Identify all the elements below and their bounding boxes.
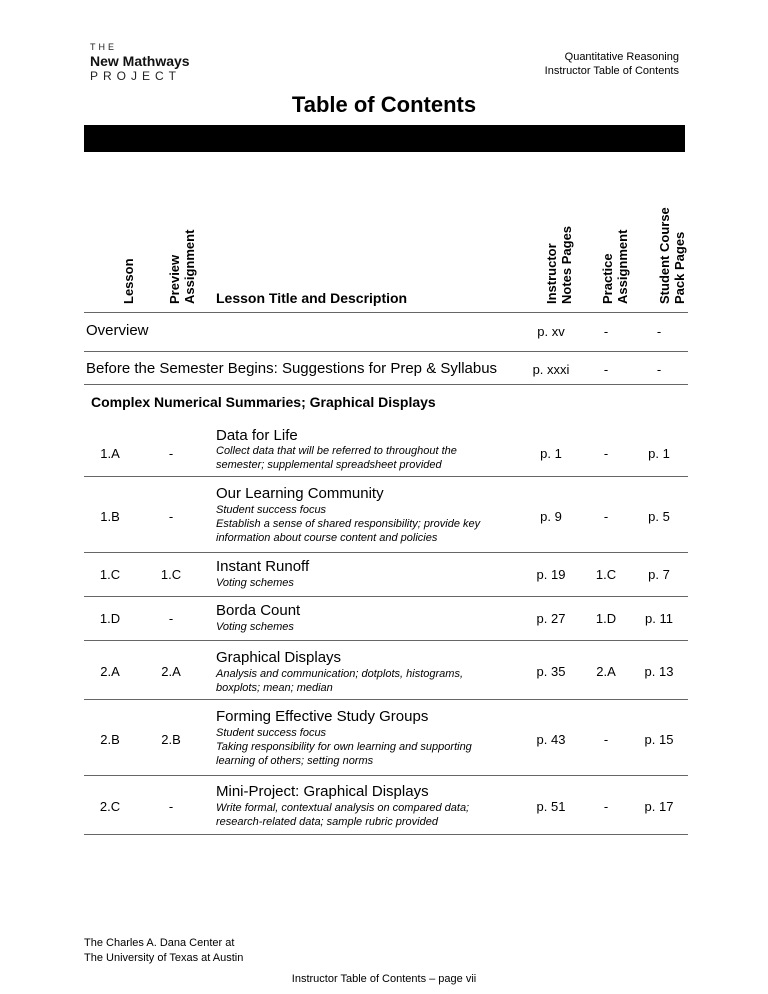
desc-line: Student success focus xyxy=(216,504,327,516)
row-notes: p. 1 xyxy=(540,446,562,461)
row-divider xyxy=(84,596,688,597)
row-practice: - xyxy=(603,509,609,524)
col-lesson-label: Lesson xyxy=(121,258,136,304)
row-notes: p. 35 xyxy=(536,664,566,679)
col-preview-label-2: Assignment xyxy=(182,229,197,304)
row-title: Borda Count xyxy=(216,602,301,619)
row-lesson: 1.A xyxy=(100,446,120,461)
row-lesson: 2.B xyxy=(100,732,120,747)
row-divider xyxy=(84,834,688,835)
col-preview-label-1: Preview xyxy=(167,254,182,304)
row-lesson: 1.B xyxy=(100,509,120,524)
row-lesson: 2.C xyxy=(99,799,121,814)
row-practice: - xyxy=(603,324,609,339)
row-preview: - xyxy=(168,509,174,524)
row-notes: p. 27 xyxy=(536,611,566,626)
row-title: Forming Effective Study Groups xyxy=(216,708,429,725)
desc-line: learning of others; setting norms xyxy=(216,755,374,767)
row-title: Data for Life xyxy=(216,427,298,444)
row-desc xyxy=(216,576,294,590)
row-divider xyxy=(84,699,688,700)
footer-org-line: The University of Texas at Austin xyxy=(84,952,244,964)
col-preview-header xyxy=(148,134,197,304)
desc-line: Collect data that will be referred to throughout the xyxy=(216,445,457,457)
desc-line: Establish a sense of shared responsibility; provide key xyxy=(216,518,481,530)
row-notes: p. xv xyxy=(537,324,565,339)
desc-line: Write formal, contextual analysis on compared data; xyxy=(216,802,470,814)
row-divider xyxy=(84,351,688,352)
row-divider xyxy=(84,775,688,776)
desc-line: Voting schemes xyxy=(216,621,294,633)
row-preview: 2.A xyxy=(161,664,181,679)
page-title: Table of Contents xyxy=(291,92,477,117)
row-divider xyxy=(84,640,688,641)
row-desc xyxy=(216,444,457,472)
row-preview: 2.B xyxy=(161,732,181,747)
row-title: Before the Semester Begins: Suggestions for Prep & Syllabus xyxy=(86,360,498,377)
logo-project: PROJECT xyxy=(90,69,182,83)
row-desc xyxy=(216,667,463,695)
row-title: Instant Runoff xyxy=(216,558,310,575)
section-heading: Complex Numerical Summaries; Graphical Displays xyxy=(91,394,436,410)
col-pack-label-1: Student Course xyxy=(657,207,672,304)
row-pack: p. 7 xyxy=(648,567,670,582)
row-preview: - xyxy=(168,611,174,626)
row-title: Mini-Project: Graphical Displays xyxy=(216,783,429,800)
row-divider xyxy=(84,476,688,477)
col-practice-label-1: Practice xyxy=(600,253,615,304)
desc-line: research-related data; sample rubric provided xyxy=(216,816,438,828)
row-notes: p. 9 xyxy=(540,509,562,524)
row-practice: - xyxy=(603,799,609,814)
row-pack: p. 15 xyxy=(644,732,674,747)
row-title: Overview xyxy=(86,322,149,339)
row-practice: - xyxy=(603,446,609,461)
row-desc xyxy=(216,620,294,634)
row-divider xyxy=(84,552,688,553)
desc-line: semester; supplemental spreadsheet provided xyxy=(216,459,442,471)
desc-line: Taking responsibility for own learning and supporting xyxy=(216,741,472,753)
row-lesson: 1.D xyxy=(99,611,121,626)
row-pack: p. 13 xyxy=(644,664,674,679)
row-title: Our Learning Community xyxy=(216,485,384,502)
footer-org-line: The Charles A. Dana Center at xyxy=(84,937,235,949)
footer-organization xyxy=(84,936,243,966)
header-divider xyxy=(84,312,688,313)
col-notes-label-2: Notes Pages xyxy=(559,225,574,304)
row-preview: - xyxy=(168,446,174,461)
row-notes: p. 51 xyxy=(536,799,566,814)
project-logo xyxy=(90,43,190,82)
desc-line: boxplots; mean; median xyxy=(216,682,333,694)
row-lesson: 1.C xyxy=(99,567,121,582)
row-pack: - xyxy=(656,324,662,339)
col-pack-header xyxy=(638,134,687,304)
row-practice: - xyxy=(603,362,609,377)
row-pack: - xyxy=(656,362,662,377)
desc-line: Student success focus xyxy=(216,727,327,739)
row-divider xyxy=(84,384,688,385)
row-practice: 1.C xyxy=(595,567,617,582)
row-pack: p. 5 xyxy=(648,509,670,524)
row-practice: - xyxy=(603,732,609,747)
row-title: Graphical Displays xyxy=(216,649,342,666)
row-practice: 1.D xyxy=(595,611,617,626)
row-desc xyxy=(216,503,480,545)
col-title-header: Lesson Title and Description xyxy=(216,290,408,306)
desc-line: Voting schemes xyxy=(216,577,294,589)
desc-line: Analysis and communication; dotplots, histograms, xyxy=(216,668,464,680)
footer-page-label: Instructor Table of Contents – page vii xyxy=(291,973,477,985)
row-lesson: 2.A xyxy=(100,664,120,679)
col-notes-label-1: Instructor xyxy=(544,243,559,304)
row-pack: p. 17 xyxy=(644,799,674,814)
running-header xyxy=(545,50,679,78)
row-notes: p. 43 xyxy=(536,732,566,747)
col-lesson-header xyxy=(95,134,135,304)
col-practice-label-2: Assignment xyxy=(615,229,630,304)
row-desc xyxy=(216,801,469,829)
row-pack: p. 11 xyxy=(645,611,673,626)
logo-the: THE xyxy=(90,42,117,52)
col-practice-header xyxy=(581,134,630,304)
row-preview: - xyxy=(168,799,174,814)
row-notes: p. xxxi xyxy=(532,362,570,377)
logo-name: New Mathways xyxy=(90,53,190,69)
row-notes: p. 19 xyxy=(536,567,566,582)
row-practice: 2.A xyxy=(596,664,616,679)
course-name: Quantitative Reasoning xyxy=(564,51,679,63)
desc-line: information about course content and policies xyxy=(216,532,438,544)
row-preview: 1.C xyxy=(160,567,182,582)
row-pack: p. 1 xyxy=(648,446,670,461)
row-desc xyxy=(216,726,472,768)
col-notes-header xyxy=(525,134,574,304)
doc-name: Instructor Table of Contents xyxy=(544,65,679,77)
col-pack-label-2: Pack Pages xyxy=(672,231,687,304)
